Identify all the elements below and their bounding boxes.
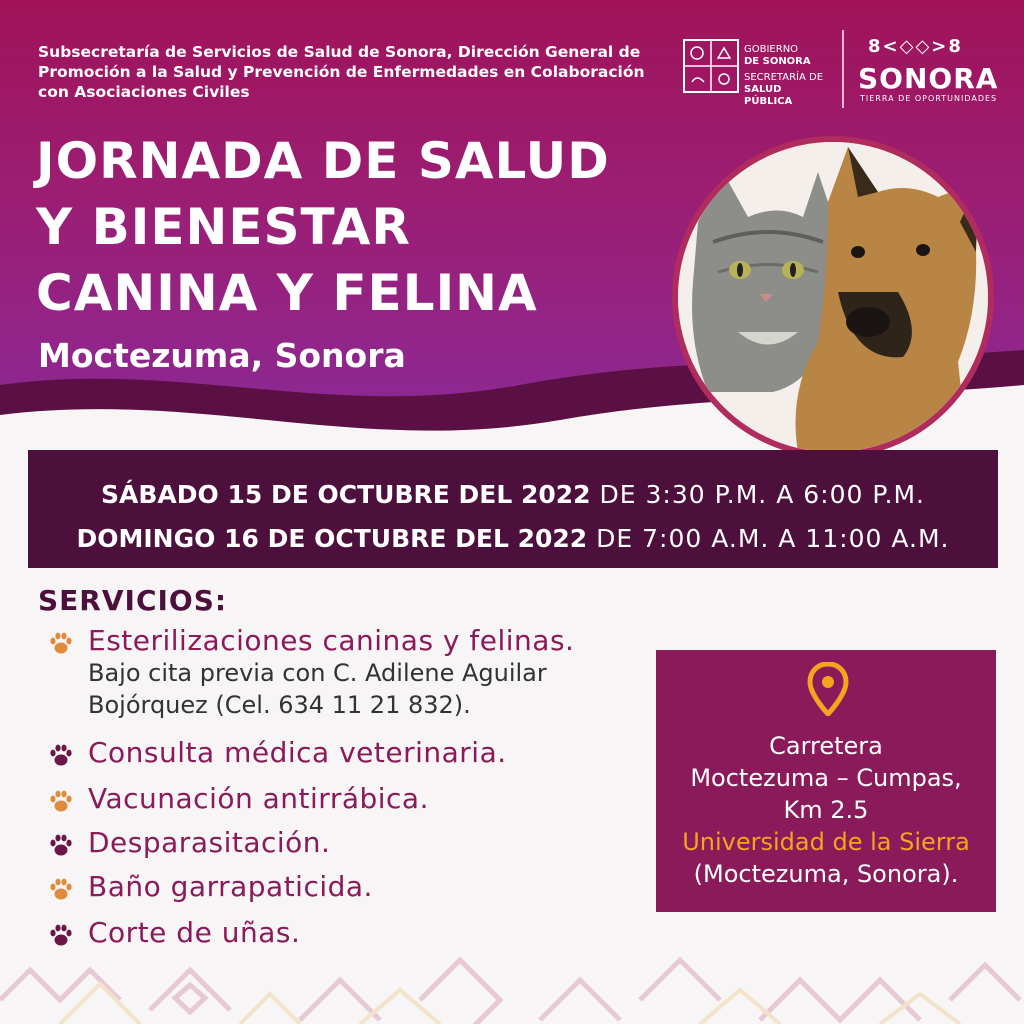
dates-banner — [28, 450, 998, 568]
coat-of-arms-icon — [682, 38, 740, 104]
service-name: Corte de uñas. — [88, 916, 301, 949]
service-name: Consulta médica veterinaria. — [88, 736, 507, 769]
gov-line-4: SALUD PÚBLICA — [744, 84, 793, 107]
location-line-3: Km 2.5 — [783, 796, 869, 824]
service-note: Bojórquez (Cel. 634 11 21 832). — [88, 691, 471, 719]
pets-photo — [672, 136, 994, 458]
service-note: Bajo cita previa con C. Adilene Aguilar — [88, 659, 547, 687]
gov-line-3: SECRETARÍA DE — [744, 72, 824, 83]
service-name: Esterilizaciones caninas y felinas. — [88, 624, 575, 657]
decorative-pattern — [0, 940, 1024, 1024]
services-heading: SERVICIOS: — [38, 584, 228, 617]
date-line-sunday — [28, 524, 998, 553]
location-venue: Universidad de la Sierra — [682, 828, 970, 856]
service-name: Desparasitación. — [88, 826, 331, 859]
logo-divider — [842, 30, 844, 108]
paw-icon — [48, 788, 74, 814]
title-line-3: CANINA Y FELINA — [36, 264, 538, 322]
sonora-logo — [856, 36, 1006, 106]
time-sunday: DE 7:00 A.M. A 11:00 A.M. — [587, 524, 950, 553]
sonora-logo-word: SONORA — [858, 62, 999, 95]
sonora-logo-glyphs: 8<◇◇>8 — [868, 36, 963, 57]
title-line-1: JORNADA DE SALUD — [36, 132, 610, 190]
date-line-saturday — [28, 480, 998, 509]
paw-icon — [48, 876, 74, 902]
time-saturday: DE 3:30 P.M. A 6:00 P.M. — [590, 480, 925, 509]
location-box — [656, 650, 996, 912]
paw-icon — [48, 630, 74, 656]
location-line-1: Carretera — [769, 732, 883, 760]
paw-icon — [48, 742, 74, 768]
gov-line-2: DE SONORA — [744, 56, 811, 67]
organizer-text: Subsecretaría de Servicios de Salud de Sonora, Dirección General de Promoción a la Salud y Prevención de Enfermedades en Colaboración con Asociaciones Civiles — [38, 43, 645, 101]
paw-icon — [48, 832, 74, 858]
date-saturday: SÁBADO 15 DE OCTUBRE DEL 2022 — [101, 480, 591, 509]
service-name: Vacunación antirrábica. — [88, 782, 429, 815]
sonora-logo-tagline: TIERRA DE OPORTUNIDADES — [860, 94, 998, 103]
government-logo-text — [744, 44, 832, 108]
gov-line-1: GOBIERNO — [744, 44, 799, 55]
service-name: Baño garrapaticida. — [88, 870, 373, 903]
title-line-2: Y BIENESTAR — [36, 198, 411, 256]
date-sunday: DOMINGO 16 DE OCTUBRE DEL 2022 — [76, 524, 588, 553]
map-pin-icon — [806, 662, 850, 716]
cat-and-dog-illustration — [678, 142, 988, 452]
event-title — [36, 128, 676, 326]
location-line-5: (Moctezuma, Sonora). — [693, 860, 959, 888]
government-logo — [682, 38, 832, 107]
event-subtitle: Moctezuma, Sonora — [38, 336, 406, 375]
location-line-2: Moctezuma – Cumpas, — [690, 764, 962, 792]
